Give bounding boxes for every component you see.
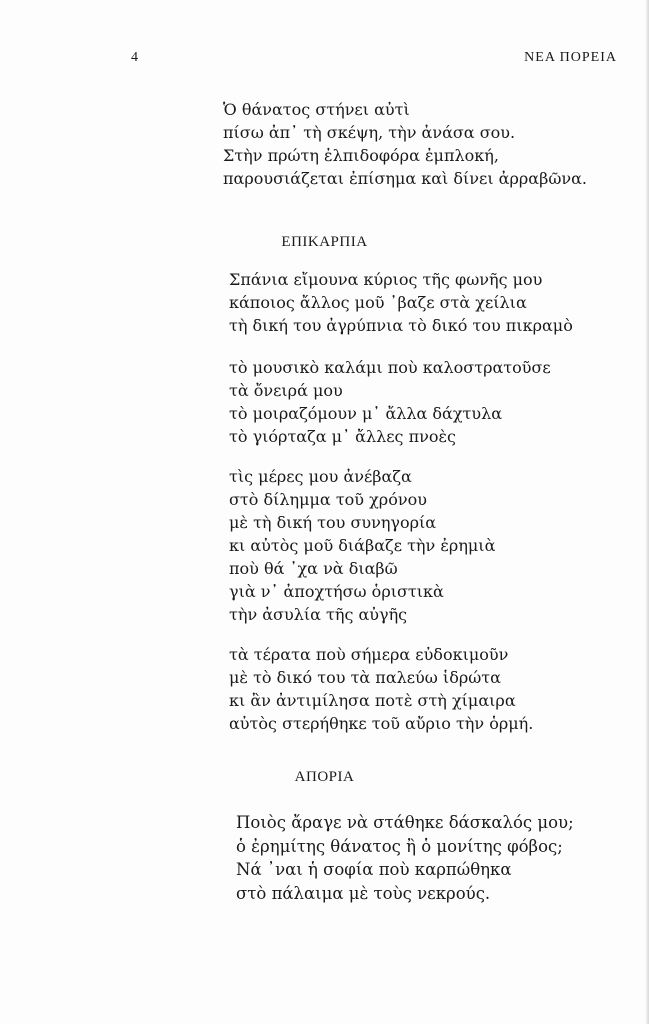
poem-line: τὴ δική του ἀγρύπνια τὸ δικό του πικραμὸ bbox=[229, 316, 573, 335]
poem-line: γιὰ ν᾿ ἀποχτήσω ὁριστικὰ bbox=[229, 582, 444, 601]
poem-line: στὸ δίλημμα τοῦ χρόνου bbox=[229, 490, 427, 509]
poem-line: Στὴν πρώτη ἐλπιδοφόρα ἐμπλοκή, bbox=[223, 146, 499, 165]
journal-title: ΝΕΑ ΠΟΡΕΙΑ bbox=[524, 50, 617, 65]
epikarpia-stanza-1 bbox=[229, 268, 573, 337]
poem-title-aporia: ΑΠΟΡΙΑ bbox=[294, 769, 355, 785]
page-edge bbox=[645, 0, 649, 1024]
poem-line: ὁ ἐρημίτης θάνατος ἢ ὁ μονίτης φόβος; bbox=[236, 836, 563, 856]
intro-stanza bbox=[223, 98, 587, 190]
poem-line: τὸ γιόρταζα μ᾿ ἄλλες πνοὲς bbox=[229, 427, 456, 446]
page-number: 4 bbox=[131, 50, 138, 65]
poem-line: Σπάνια εἴμουνα κύριος τῆς φωνῆς μου bbox=[229, 270, 543, 289]
poem-line: τὸ μουσικὸ καλάμι ποὺ καλοστρατοῦσε bbox=[229, 358, 551, 377]
poem-line: Νά ᾿ναι ἡ σοφία ποὺ καρπώθηκα bbox=[236, 860, 512, 879]
poem-line: τὰ τέρατα ποὺ σήμερα εὐδοκιμοῦν bbox=[229, 645, 509, 664]
poem-line: αὐτὸς στερήθηκε τοῦ αὔριο τὴν ὁρμή. bbox=[229, 714, 534, 733]
poem-line: τὶς μέρες μου ἀνέβαζα bbox=[229, 467, 412, 486]
poem-line: Ποιὸς ἄραγε νὰ στάθηκε δάσκαλός μου; bbox=[236, 813, 574, 832]
poem-line: Ὁ θάνατος στήνει αὐτὶ bbox=[223, 100, 410, 119]
poem-line: παρουσιάζεται ἐπίσημα καὶ δίνει ἀρραβῶνα. bbox=[223, 169, 588, 188]
poem-title-epikarpia: ΕΠΙΚΑΡΠΙΑ bbox=[281, 234, 368, 250]
poem-line: μὲ τὸ δικό του τὰ παλεύω ἱδρώτα bbox=[229, 668, 501, 687]
epikarpia-stanza-3 bbox=[229, 465, 495, 626]
epikarpia-stanza-2 bbox=[229, 356, 551, 448]
aporia-stanza-1 bbox=[236, 811, 574, 905]
poem-line: κάποιος ἄλλος μοῦ ᾿βαζε στὰ χείλια bbox=[229, 293, 527, 312]
poem-line: ποὺ θά ᾿χα νὰ διαβῶ bbox=[229, 559, 398, 578]
poem-line: κι ἂν ἀντιμίλησα ποτὲ στὴ χίμαιρα bbox=[229, 691, 516, 710]
poem-line: στὸ πάλαιμα μὲ τοὺς νεκρούς. bbox=[236, 883, 491, 903]
poem-line: τὴν ἀσυλία τῆς αὐγῆς bbox=[229, 605, 408, 624]
poem-line: τὰ ὄνειρά μου bbox=[229, 381, 343, 400]
poem-line: μὲ τὴ δική του συνηγορία bbox=[229, 513, 437, 532]
epikarpia-stanza-4 bbox=[229, 643, 533, 735]
poem-line: κι αὐτὸς μοῦ διάβαζε τὴν ἐρημιὰ bbox=[229, 536, 496, 555]
poem-line: πίσω ἀπ᾿ τὴ σκέψη, τὴν ἀνάσα σου. bbox=[223, 123, 516, 142]
poem-line: τὸ μοιραζόμουν μ᾿ ἄλλα δάχτυλα bbox=[229, 404, 503, 423]
